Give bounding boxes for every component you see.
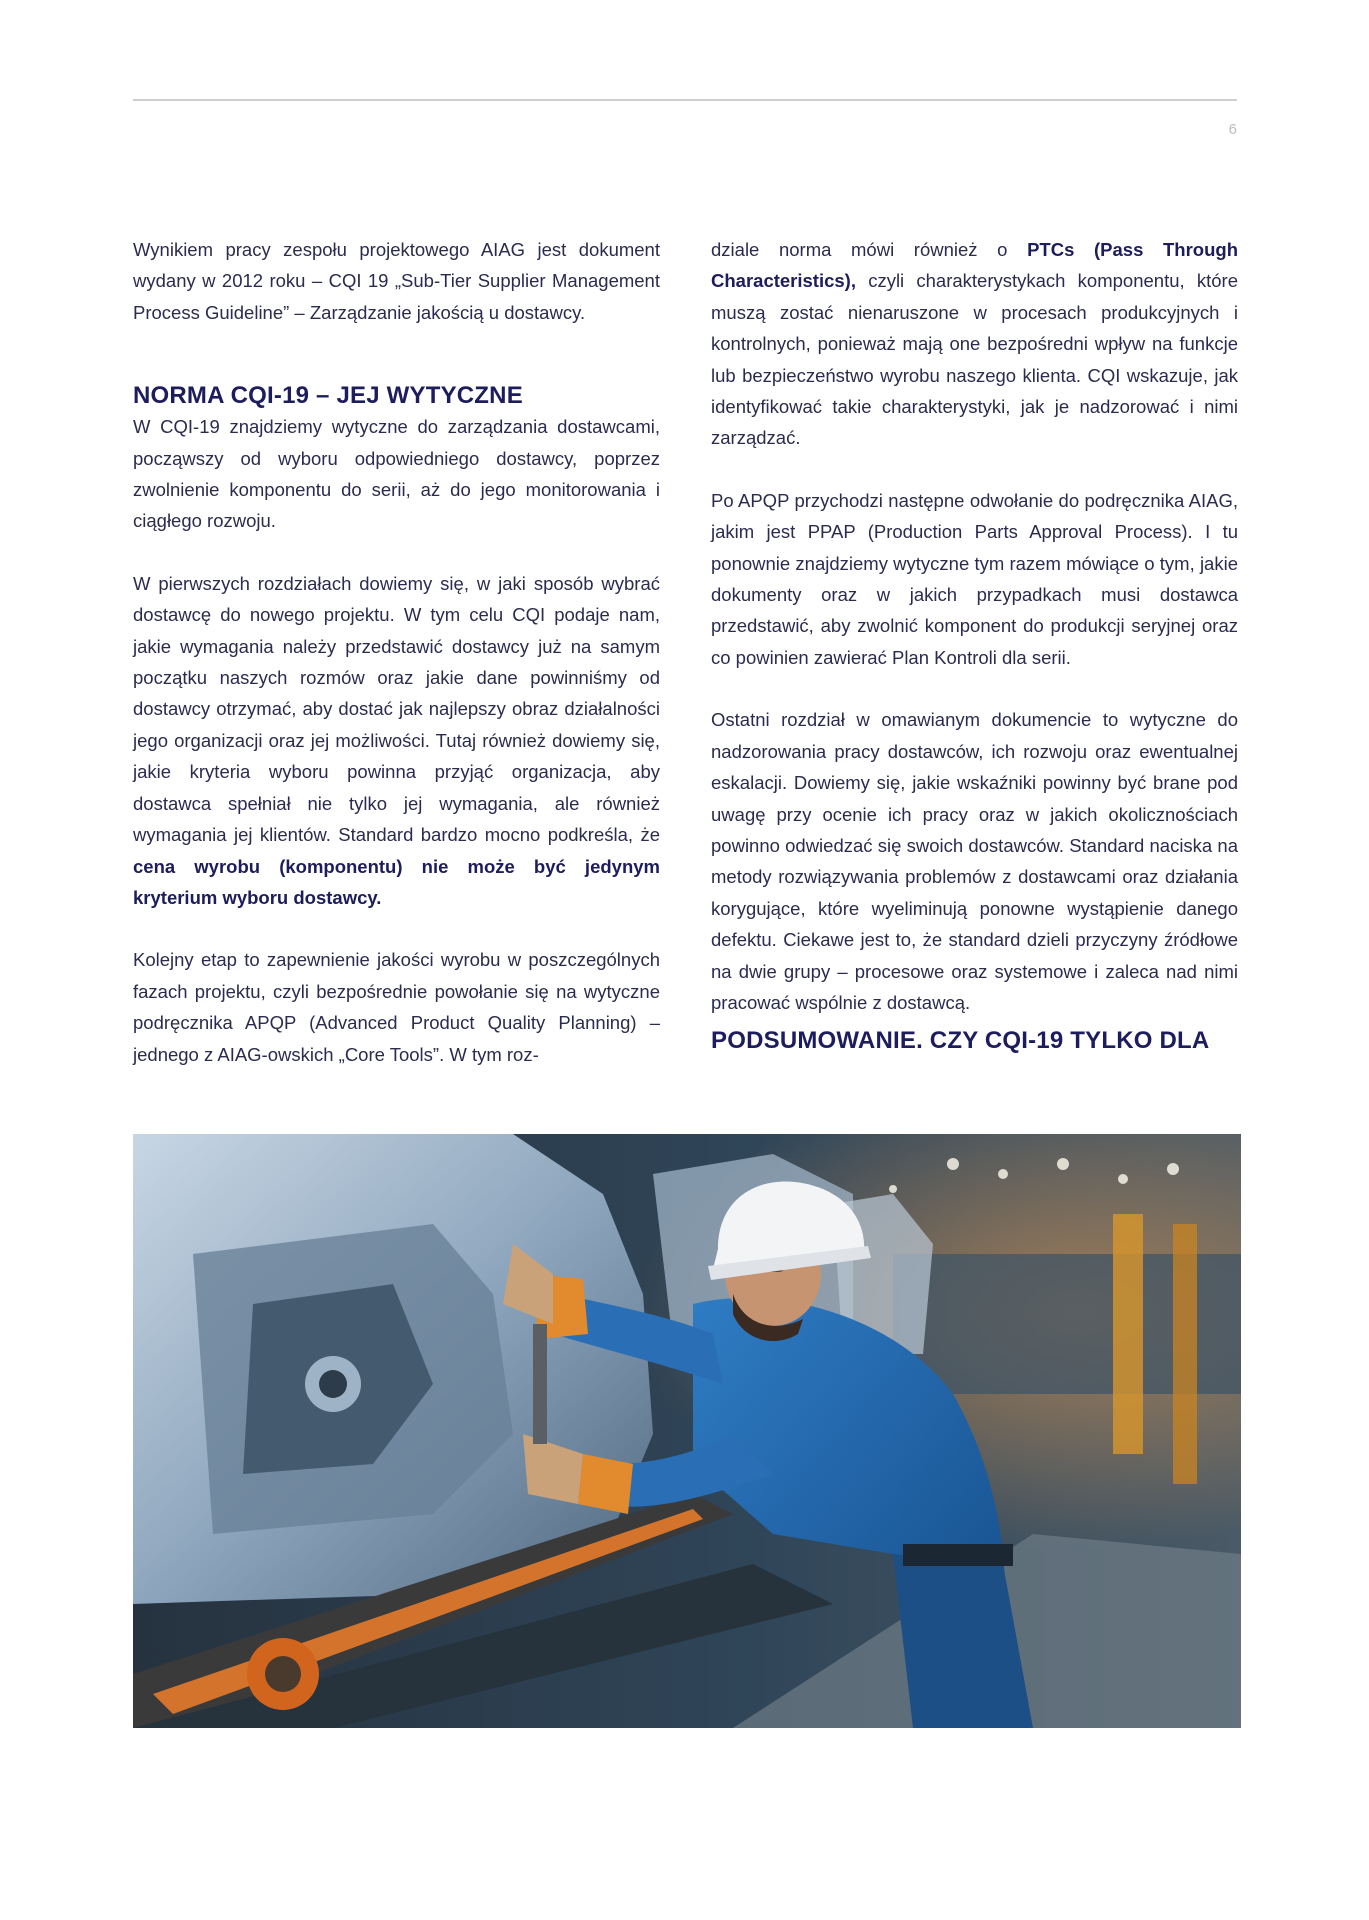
paragraph-cqi-guidelines: W CQI-19 znajdziemy wytyczne do zarządzania dostawcami, począwszy od wyboru odpowiedniego dostawcy, poprzez zwolnienie komponentu do serii, aż do jego monitorowania i ciągłego rozwoju.	[133, 416, 660, 532]
paragraph-ptcs	[711, 234, 1238, 454]
page-number: 6	[1228, 121, 1237, 138]
header-rule	[133, 99, 1237, 101]
paragraph-supplier-selection-text: W pierwszych rozdziałach dowiemy się, w jaki sposób wybrać dostawcę do nowego projektu. W tym celu CQI podaje nam, jakie wymagania należy przedstawić dostawcy już na samym początku naszych rozmów oraz jakie dane powinniśmy od dostawcy otrzymać, aby dostać jak najlepszy obraz działalności jego organizacji oraz jej możliwości. Tutaj również dowiemy się, jakie kryteria wyboru powinna przyjąć organizacja, aby dostawca spełniał nie tylko jej wymagania, ale również wymagania jej klientów. Standard bardzo mocno podkreśla, że	[133, 572, 660, 846]
left-column	[133, 234, 660, 1070]
paragraph-ppap: Po APQP przychodzi następne odwołanie do podręcznika AIAG, jakim jest PPAP (Production Parts Approval Process). I tu ponownie znajdziemy wytyczne tym razem mówiące o tym, jakie dokumenty oraz w jakich przypadkach musi dostawca przedstawić, aby zwolnić komponent do produkcji seryjnej oraz co powinien zawierać Plan Kontroli dla serii.	[711, 489, 1238, 668]
intro-paragraph: Wynikiem pracy zespołu projektowego AIAG jest dokument wydany w 2012 roku – CQI 19 „Sub-Tier Supplier Management Process Guideline” – Zarządzanie jakością u dostawcy.	[133, 239, 660, 323]
right-column	[711, 234, 1238, 1056]
section-heading-norma: NORMA CQI-19 – JEJ WYTYCZNE	[133, 382, 523, 410]
factory-photo	[133, 1134, 1241, 1728]
paragraph-supplier-selection	[133, 568, 660, 913]
paragraph-supplier-monitoring: Ostatni rozdział w omawianym dokumencie to wytyczne do nadzorowania pracy dostawców, ich rozwoju oraz ewentualnej eskalacji. Dowiemy się, jakie wskaźniki powinny być brane pod uwagę przy ocenie ich pracy oraz w jakich okolicznościach powinno odwiedzać się swoich dostawców. Standard naciska na metody rozwiązywania problemów z dostawcami oraz działania korygujące, które wyeliminują ponowne wystąpienie danego defektu. Ciekawe jest to, że standard dzieli przyczyny źródłowe na dwie grupy – procesowe oraz systemowe i zaleca nad nimi pracować wspólnie z dostawcą.	[711, 709, 1238, 1013]
section-heading-summary: PODSUMOWANIE. CZY CQI-19 TYLKO DLA	[711, 1027, 1210, 1055]
paragraph-ptcs-pre: dziale norma mówi również o	[711, 239, 1028, 260]
paragraph-apqp: Kolejny etap to zapewnienie jakości wyrobu w poszczególnych fazach projektu, czyli bezpośrednie powołanie się na wytyczne podręcznika APQP (Advanced Product Quality Planning) – jednego z AIAG-owskich „Core Tools”. W tym roz-	[133, 949, 660, 1065]
price-criterion-emphasis: cena wyrobu (komponentu) nie może być jedynym kryterium wyboru dostawcy.	[133, 855, 660, 908]
factory-worker-illustration	[133, 1134, 1241, 1728]
ptcs-emphasis: PTCs (Pass Through Characteristics),	[711, 239, 1238, 292]
paragraph-ptcs-post: czyli charakterystykach komponentu, które muszą zostać nienaruszone w procesach produkcyjnych i kontrolnych, ponieważ mają one bezpośredni wpływ na funkcje lub bezpieczeństwo wyrobu naszego klienta. CQI wskazuje, jak identyfikować takie charakterystyki, jak je nadzorować i nimi zarządzać.	[711, 270, 1238, 449]
